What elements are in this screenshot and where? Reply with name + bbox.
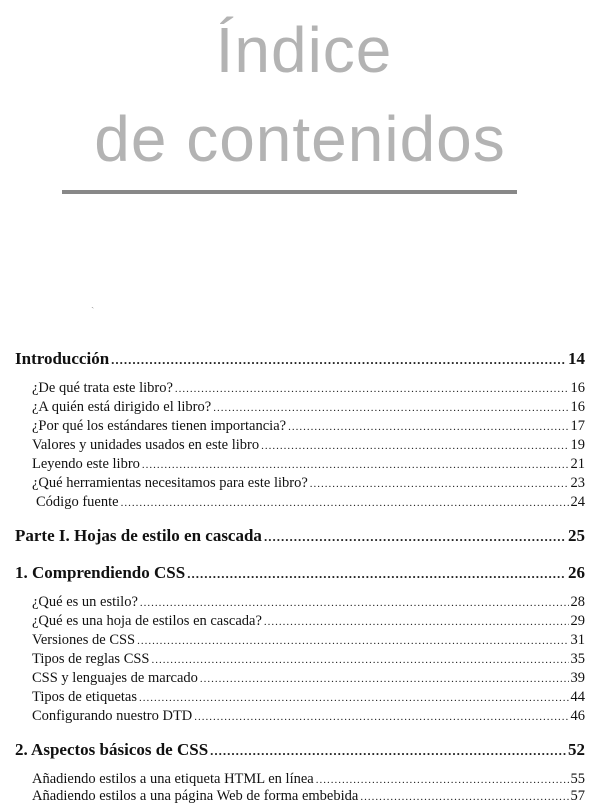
dot-leader	[175, 383, 569, 395]
toc-entry-title: CSS y lenguajes de marcado	[32, 670, 198, 686]
title-line-1: Índice	[215, 14, 393, 86]
toc-entry-title: Introducción	[15, 349, 110, 368]
toc-entry-page: 16	[570, 380, 585, 396]
toc-entry-page: 57	[570, 788, 585, 804]
toc-entry-title: Parte I. Hojas de estilo en cascada	[15, 526, 262, 545]
toc-entry	[32, 651, 585, 668]
toc-entry-title: ¿Qué herramientas necesitamos para este libro?	[32, 475, 308, 491]
dot-leader	[200, 673, 569, 685]
toc-entry-page: 39	[570, 670, 585, 686]
title-line-2: de contenidos	[94, 103, 506, 175]
toc-entry-page: 17	[570, 418, 585, 434]
toc-entry-page: 14	[568, 349, 585, 368]
dot-leader	[137, 635, 568, 647]
toc-entry	[32, 788, 585, 805]
dot-leader	[316, 774, 569, 786]
toc-entry-page: 52	[568, 740, 585, 759]
toc-entry-page: 44	[570, 689, 585, 705]
dot-leader	[210, 743, 566, 759]
toc-entry-page: 21	[570, 456, 585, 472]
toc-entry	[32, 708, 585, 725]
toc-entry-title: ¿De qué trata este libro?	[32, 380, 173, 396]
toc-entry-title: 2. Aspectos básicos de CSS	[15, 740, 209, 759]
dot-leader	[288, 421, 568, 433]
toc-entry	[32, 632, 585, 649]
toc-entry-title: Tipos de etiquetas	[32, 689, 137, 705]
toc-entry	[32, 380, 585, 397]
dot-leader	[152, 654, 569, 666]
toc-entry-title: Añadiendo estilos a una etiqueta HTML en línea	[32, 771, 314, 787]
dot-leader	[261, 440, 568, 452]
toc-entry-title: Versiones de CSS	[32, 632, 136, 648]
dot-leader	[264, 529, 566, 545]
toc-entry-page: 31	[570, 632, 585, 648]
dot-leader	[310, 478, 569, 490]
toc-entry	[32, 670, 585, 687]
toc-entry-page: 46	[570, 708, 585, 724]
toc-entry-title: Configurando nuestro DTD	[32, 708, 193, 724]
dot-leader	[213, 402, 568, 414]
toc-entry	[32, 418, 585, 435]
toc-entry-title: Añadiendo estilos a una página Web de forma embebida	[32, 788, 359, 804]
toc-entry-chapter-1	[15, 563, 585, 583]
dot-leader	[139, 692, 569, 704]
toc-entry-title: Valores y unidades usados en este libro	[32, 437, 260, 453]
toc-entry-title: 1. Comprendiendo CSS	[15, 563, 186, 582]
toc-entry-parte-i	[15, 526, 585, 546]
toc-entry	[36, 494, 585, 511]
toc-entry	[32, 399, 585, 416]
toc-entry-page: 28	[570, 594, 585, 610]
toc-entry-introduccion	[15, 349, 585, 369]
dot-leader	[187, 566, 566, 582]
toc-entry	[32, 771, 585, 788]
toc-entry	[32, 594, 585, 611]
dot-leader	[142, 459, 569, 471]
toc-entry-page: 23	[570, 475, 585, 491]
toc-entry	[32, 613, 585, 630]
dot-leader	[111, 352, 566, 368]
toc-entry-title: ¿Por qué los estándares tienen importancia?	[32, 418, 287, 434]
toc-entry-title: Tipos de reglas CSS	[32, 651, 150, 667]
toc-entry-page: 25	[568, 526, 585, 545]
toc-entry-page: 55	[570, 771, 585, 787]
toc-entry-page: 35	[570, 651, 585, 667]
toc-entry	[32, 475, 585, 492]
dot-leader	[264, 616, 569, 628]
toc-entry-chapter-2	[15, 740, 585, 760]
dot-leader	[194, 711, 568, 723]
toc-entry-title: Código fuente	[36, 494, 119, 510]
toc-entry-title: Leyendo este libro	[32, 456, 140, 472]
toc-entry	[32, 456, 585, 473]
scan-speck: ˎ	[91, 298, 95, 309]
toc-entry-page: 16	[570, 399, 585, 415]
toc-entry	[32, 437, 585, 454]
toc-entry-page: 19	[570, 437, 585, 453]
toc-entry-title: ¿Qué es una hoja de estilos en cascada?	[32, 613, 262, 629]
toc-entry-page: 26	[568, 563, 585, 582]
dot-leader	[360, 791, 568, 803]
toc-entry-title: ¿Qué es un estilo?	[32, 594, 138, 610]
toc-entry-page: 24	[570, 494, 585, 510]
dot-leader	[140, 597, 569, 609]
toc-entry	[32, 689, 585, 706]
title-divider	[62, 190, 517, 194]
toc-entry-title: ¿A quién está dirigido el libro?	[32, 399, 212, 415]
dot-leader	[121, 497, 569, 509]
toc-entry-page: 29	[570, 613, 585, 629]
